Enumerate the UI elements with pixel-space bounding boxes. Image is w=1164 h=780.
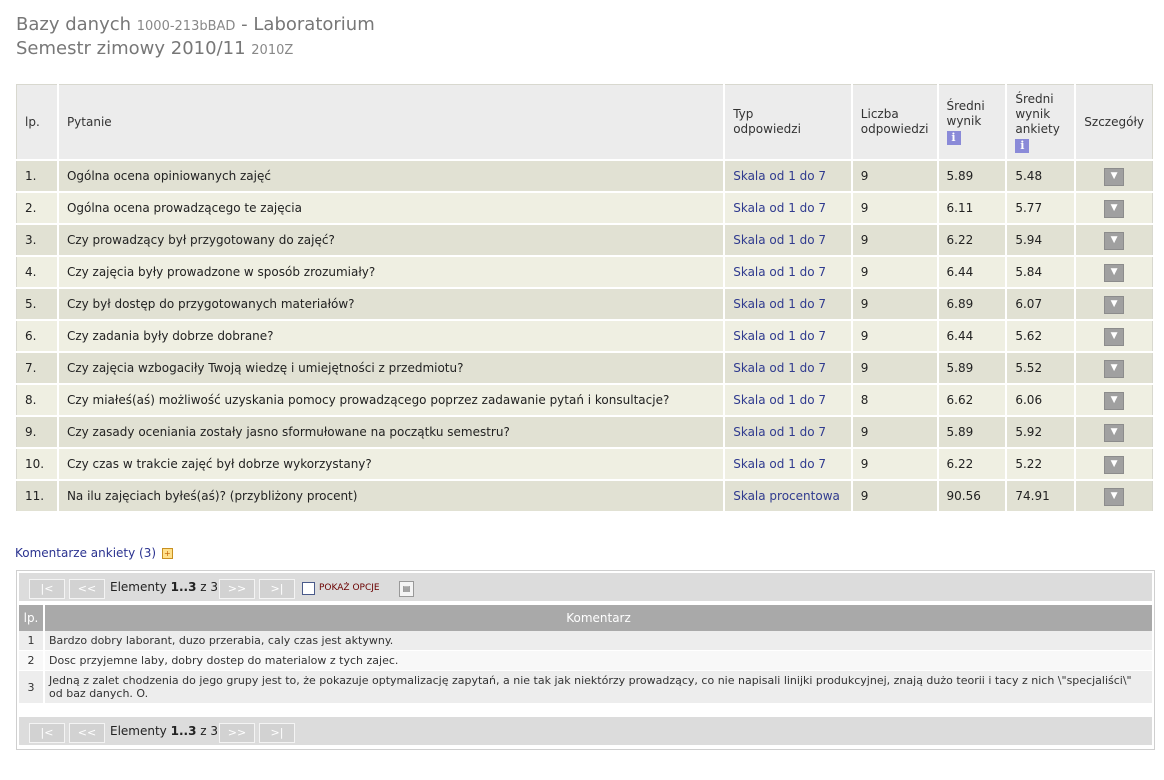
chevron-down-icon[interactable]: ▼ bbox=[1104, 328, 1124, 346]
row-lp: 2. bbox=[17, 192, 58, 224]
row-details bbox=[1075, 448, 1152, 480]
row-avg-all: 5.62 bbox=[1006, 320, 1075, 352]
table-row bbox=[17, 224, 1153, 256]
row-question: Ogólna ocena opiniowanych zajęć bbox=[58, 160, 724, 192]
table-row bbox=[17, 192, 1153, 224]
comment-text: Jedną z zalet chodzenia do jego grupy jest to, że pokazuje optymalizację zapytań, a nie tak jak niektórzy prowadzący, co nie napisali linijki produkcyjnej, znają dużo teorii i tacy z nich \"specjaliści\" od baz danych. O. bbox=[44, 671, 1152, 704]
row-type bbox=[724, 416, 852, 448]
row-question: Czy miałeś(aś) możliwość uzyskania pomocy prowadzącego poprzez zadawanie pytań i konsultacje? bbox=[58, 384, 724, 416]
row-avg: 6.22 bbox=[938, 224, 1007, 256]
pager-total: z 3 bbox=[200, 724, 219, 738]
prev-page-button[interactable]: << bbox=[69, 579, 105, 599]
row-type bbox=[724, 256, 852, 288]
row-avg: 90.56 bbox=[938, 480, 1007, 512]
answer-type-link[interactable]: Skala od 1 do 7 bbox=[733, 265, 827, 279]
table-row bbox=[17, 352, 1153, 384]
row-lp: 10. bbox=[17, 448, 58, 480]
row-count: 9 bbox=[852, 256, 938, 288]
chevron-down-icon[interactable]: ▼ bbox=[1104, 264, 1124, 282]
answer-type-link[interactable]: Skala od 1 do 7 bbox=[733, 201, 827, 215]
pager-bottom bbox=[19, 717, 1152, 745]
row-lp: 11. bbox=[17, 480, 58, 512]
comments-title[interactable]: Komentarze ankiety bbox=[15, 546, 136, 560]
info-icon[interactable]: i bbox=[1015, 139, 1029, 153]
answer-type-link[interactable]: Skala od 1 do 7 bbox=[733, 329, 827, 343]
chevron-down-icon[interactable]: ▼ bbox=[1104, 424, 1124, 442]
export-icon[interactable]: ▤ bbox=[399, 581, 414, 597]
pager-label: Elementy bbox=[110, 580, 167, 594]
row-avg-all: 5.92 bbox=[1006, 416, 1075, 448]
row-avg-all: 6.06 bbox=[1006, 384, 1075, 416]
comment-row bbox=[19, 651, 1152, 671]
table-row bbox=[17, 448, 1153, 480]
row-count: 9 bbox=[852, 160, 938, 192]
first-page-button[interactable]: |< bbox=[29, 579, 65, 599]
header-question: Pytanie bbox=[58, 85, 724, 161]
comments-table bbox=[19, 605, 1152, 704]
chevron-down-icon[interactable]: ▼ bbox=[1104, 296, 1124, 314]
comments-box bbox=[16, 570, 1155, 750]
row-type bbox=[724, 448, 852, 480]
table-row bbox=[17, 320, 1153, 352]
row-question: Na ilu zajęciach byłeś(aś)? (przybliżony procent) bbox=[58, 480, 724, 512]
header-avg-all-line2: wynik bbox=[1015, 106, 1051, 121]
row-question: Ogólna ocena prowadzącego te zajęcia bbox=[58, 192, 724, 224]
semester-code: 2010Z bbox=[251, 43, 294, 58]
row-question: Czy zajęcia były prowadzone w sposób zrozumiały? bbox=[58, 256, 724, 288]
course-title bbox=[16, 14, 375, 38]
row-avg-all: 5.77 bbox=[1006, 192, 1075, 224]
row-count: 9 bbox=[852, 448, 938, 480]
table-row bbox=[17, 256, 1153, 288]
header-avg-line2: wynik bbox=[946, 114, 982, 128]
row-lp: 8. bbox=[17, 384, 58, 416]
row-type bbox=[724, 224, 852, 256]
answer-type-link[interactable]: Skala od 1 do 7 bbox=[733, 425, 827, 439]
row-question: Czy był dostęp do przygotowanych materiałów? bbox=[58, 288, 724, 320]
row-avg: 5.89 bbox=[938, 160, 1007, 192]
chevron-down-icon[interactable]: ▼ bbox=[1104, 392, 1124, 410]
chevron-down-icon[interactable]: ▼ bbox=[1104, 232, 1124, 250]
course-name: Bazy danych bbox=[16, 14, 132, 35]
chevron-down-icon[interactable]: ▼ bbox=[1104, 488, 1124, 506]
comments-header-row bbox=[19, 605, 1152, 631]
last-page-button[interactable]: >| bbox=[259, 723, 295, 743]
row-details bbox=[1075, 288, 1152, 320]
header-avg bbox=[938, 85, 1007, 161]
questions-table bbox=[16, 84, 1153, 513]
table-row bbox=[17, 416, 1153, 448]
row-avg-all: 5.94 bbox=[1006, 224, 1075, 256]
header-type bbox=[724, 85, 852, 161]
answer-type-link[interactable]: Skala od 1 do 7 bbox=[733, 297, 827, 311]
comment-row bbox=[19, 631, 1152, 651]
row-avg-all: 6.07 bbox=[1006, 288, 1075, 320]
pager-info bbox=[110, 724, 218, 738]
row-type bbox=[724, 192, 852, 224]
comment-row bbox=[19, 671, 1152, 704]
answer-type-link[interactable]: Skala od 1 do 7 bbox=[733, 457, 827, 471]
table-row bbox=[17, 384, 1153, 416]
next-page-button[interactable]: >> bbox=[219, 579, 255, 599]
row-lp: 7. bbox=[17, 352, 58, 384]
header-type-line2: odpowiedzi bbox=[733, 122, 801, 136]
header-lp: lp. bbox=[17, 85, 58, 161]
row-count: 9 bbox=[852, 416, 938, 448]
row-lp: 6. bbox=[17, 320, 58, 352]
header-type-line1: Typ bbox=[733, 107, 754, 121]
row-avg: 6.22 bbox=[938, 448, 1007, 480]
row-type bbox=[724, 384, 852, 416]
row-details bbox=[1075, 320, 1152, 352]
header-count bbox=[852, 85, 938, 161]
row-count: 8 bbox=[852, 384, 938, 416]
pager-total: z 3 bbox=[200, 580, 219, 594]
next-page-button[interactable]: >> bbox=[219, 723, 255, 743]
questions-header-row bbox=[17, 85, 1153, 161]
comments-heading[interactable] bbox=[15, 546, 173, 560]
pager-label: Elementy bbox=[110, 724, 167, 738]
answer-type-link[interactable]: Skala od 1 do 7 bbox=[733, 361, 827, 375]
show-options-label[interactable]: POKAŻ OPCJE bbox=[319, 583, 380, 593]
comments-count: (3) bbox=[139, 546, 157, 560]
course-type: - Laboratorium bbox=[241, 14, 375, 35]
row-details bbox=[1075, 352, 1152, 384]
header-details: Szczegóły bbox=[1075, 85, 1152, 161]
first-page-button[interactable]: |< bbox=[29, 723, 65, 743]
header-count-line2: odpowiedzi bbox=[860, 122, 929, 136]
table-row bbox=[17, 480, 1153, 512]
info-icon[interactable]: i bbox=[947, 131, 961, 145]
header-avg-all bbox=[1006, 85, 1075, 161]
row-type bbox=[724, 480, 852, 512]
row-details bbox=[1075, 416, 1152, 448]
answer-type-link[interactable]: Skala procentowa bbox=[733, 489, 840, 503]
row-avg: 5.89 bbox=[938, 416, 1007, 448]
row-type bbox=[724, 352, 852, 384]
row-count: 9 bbox=[852, 320, 938, 352]
row-details bbox=[1075, 160, 1152, 192]
header-avg-all-line3: ankiety bbox=[1015, 121, 1060, 136]
table-row bbox=[17, 288, 1153, 320]
row-avg-all: 5.22 bbox=[1006, 448, 1075, 480]
pager-top bbox=[19, 573, 1152, 601]
row-avg-all: 5.84 bbox=[1006, 256, 1075, 288]
header-avg-line1: Średni bbox=[946, 99, 985, 113]
row-lp: 9. bbox=[17, 416, 58, 448]
row-count: 9 bbox=[852, 480, 938, 512]
answer-type-link[interactable]: Skala od 1 do 7 bbox=[733, 393, 827, 407]
pager-info bbox=[110, 580, 218, 594]
prev-page-button[interactable]: << bbox=[69, 723, 105, 743]
row-lp: 3. bbox=[17, 224, 58, 256]
row-avg-all: 5.52 bbox=[1006, 352, 1075, 384]
row-type bbox=[724, 288, 852, 320]
pager-range: 1..3 bbox=[170, 580, 197, 594]
header-avg-all-line1: Średni bbox=[1015, 91, 1054, 106]
expand-icon[interactable]: + bbox=[162, 548, 173, 559]
semester-title bbox=[16, 38, 375, 62]
row-avg: 5.89 bbox=[938, 352, 1007, 384]
pager-range: 1..3 bbox=[170, 724, 197, 738]
row-details bbox=[1075, 224, 1152, 256]
row-details bbox=[1075, 384, 1152, 416]
row-lp: 5. bbox=[17, 288, 58, 320]
row-avg-all: 5.48 bbox=[1006, 160, 1075, 192]
answer-type-link[interactable]: Skala od 1 do 7 bbox=[733, 169, 827, 183]
table-row bbox=[17, 160, 1153, 192]
last-page-button[interactable]: >| bbox=[259, 579, 295, 599]
comment-text: Bardzo dobry laborant, duzo przerabia, caly czas jest aktywny. bbox=[44, 631, 1152, 651]
row-count: 9 bbox=[852, 224, 938, 256]
row-avg: 6.89 bbox=[938, 288, 1007, 320]
row-question: Czy czas w trakcie zajęć był dobrze wykorzystany? bbox=[58, 448, 724, 480]
chevron-down-icon[interactable]: ▼ bbox=[1104, 200, 1124, 218]
row-question: Czy prowadzący był przygotowany do zajęć? bbox=[58, 224, 724, 256]
row-lp: 1. bbox=[17, 160, 58, 192]
row-type bbox=[724, 320, 852, 352]
comments-header-lp: lp. bbox=[19, 605, 44, 631]
row-details bbox=[1075, 480, 1152, 512]
row-avg: 6.44 bbox=[938, 320, 1007, 352]
chevron-down-icon[interactable]: ▼ bbox=[1104, 360, 1124, 378]
comment-lp: 3 bbox=[19, 671, 44, 704]
row-count: 9 bbox=[852, 288, 938, 320]
comments-header-comment: Komentarz bbox=[44, 605, 1152, 631]
row-avg-all: 74.91 bbox=[1006, 480, 1075, 512]
course-header bbox=[16, 14, 375, 62]
semester-name: Semestr zimowy 2010/11 bbox=[16, 38, 246, 59]
row-question: Czy zajęcia wzbogaciły Twoją wiedzę i umiejętności z przedmiotu? bbox=[58, 352, 724, 384]
row-count: 9 bbox=[852, 192, 938, 224]
show-options-checkbox[interactable] bbox=[302, 582, 315, 595]
row-avg: 6.62 bbox=[938, 384, 1007, 416]
row-details bbox=[1075, 256, 1152, 288]
answer-type-link[interactable]: Skala od 1 do 7 bbox=[733, 233, 827, 247]
header-count-line1: Liczba bbox=[860, 107, 899, 121]
row-question: Czy zadania były dobrze dobrane? bbox=[58, 320, 724, 352]
row-type bbox=[724, 160, 852, 192]
course-code: 1000-213bBAD bbox=[136, 19, 236, 34]
row-lp: 4. bbox=[17, 256, 58, 288]
comment-lp: 1 bbox=[19, 631, 44, 651]
comment-text: Dosc przyjemne laby, dobry dostep do materialow z tych zajec. bbox=[44, 651, 1152, 671]
row-question: Czy zasady oceniania zostały jasno sformułowane na początku semestru? bbox=[58, 416, 724, 448]
row-count: 9 bbox=[852, 352, 938, 384]
chevron-down-icon[interactable]: ▼ bbox=[1104, 456, 1124, 474]
row-avg: 6.11 bbox=[938, 192, 1007, 224]
row-avg: 6.44 bbox=[938, 256, 1007, 288]
chevron-down-icon[interactable]: ▼ bbox=[1104, 168, 1124, 186]
comment-lp: 2 bbox=[19, 651, 44, 671]
row-details bbox=[1075, 192, 1152, 224]
